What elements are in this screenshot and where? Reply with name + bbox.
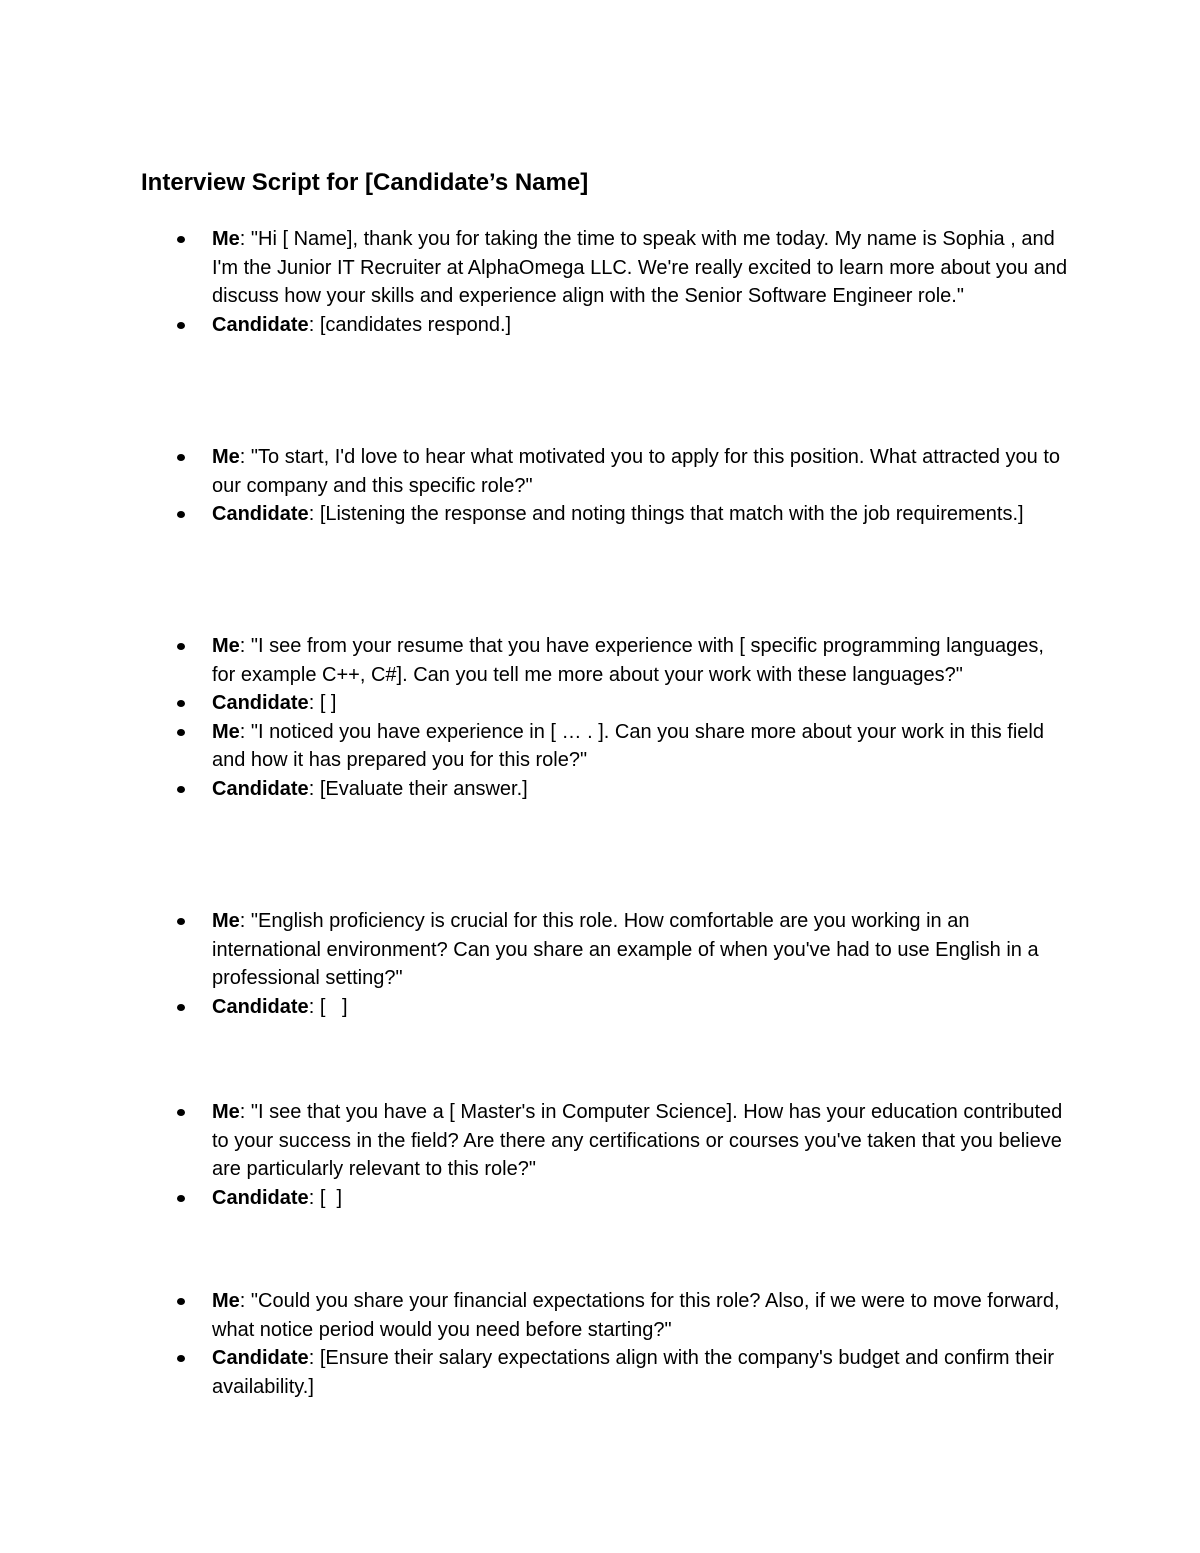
separator: : — [308, 1186, 320, 1209]
exchange-expectations — [0, 1287, 1200, 1401]
list-item — [0, 718, 1072, 775]
bullet-icon — [177, 918, 185, 925]
exchange-education — [0, 1098, 1200, 1212]
list-item — [0, 500, 1072, 529]
item-text: "I see that you have a [ Master's in Computer Science]. How has your education contributed to your success in the field? Are there any certifications or courses you've taken that you believe are particularly relevant to this role?" — [212, 1101, 1063, 1181]
list-item — [0, 225, 1072, 311]
separator: : — [239, 720, 251, 743]
list-item — [0, 907, 1072, 993]
item-text: [Listening the response and noting things that match with the job requirements.] — [319, 503, 1024, 526]
separator: : — [239, 910, 251, 932]
speaker-label: Me — [212, 446, 240, 468]
bullet-icon — [177, 1298, 185, 1305]
item-text: "I noticed you have experience in [ … . ]. Can you share more about your work in this field and how it has prepared you for this role?" — [212, 720, 1044, 772]
separator: : — [239, 446, 251, 468]
bullet-icon — [177, 454, 185, 461]
list-item — [0, 775, 1072, 804]
list-item — [0, 632, 1072, 689]
item-text: "To start, I'd love to hear what motivated you to apply for this position. What attracted you to our company and this specific role?" — [212, 446, 1061, 497]
bullet-icon — [177, 729, 185, 736]
item-text: [Ensure their salary expectations align with the company's budget and confirm their availability.] — [212, 1347, 1055, 1398]
separator: : — [308, 777, 320, 800]
exchange-english — [0, 907, 1200, 1021]
list-item — [0, 1287, 1072, 1344]
bullet-icon — [177, 786, 185, 793]
separator: : — [239, 228, 251, 250]
item-text: [candidates respond.] — [319, 313, 512, 336]
list-item — [0, 443, 1072, 500]
item-text: "Hi [ Name], thank you for taking the time to speak with me today. My name is Sophia , and I'm the Junior IT Recruiter at AlphaOmega LLC. We're really excited to learn more about you and discuss how your skills and experience align with the Senior Software Engineer role." — [212, 228, 1068, 308]
list-item — [0, 689, 1072, 718]
item-text: "I see from your resume that you have experience with [ specific programming languages, for example C++, C#]. Can you tell me more about your work with these languages?" — [212, 635, 1044, 686]
speaker-label: Me — [212, 720, 240, 743]
item-text: "Could you share your financial expectations for this role? Also, if we were to move forward, what notice period would you need before starting?" — [212, 1290, 1060, 1341]
separator: : — [308, 995, 320, 1018]
speaker-label: Candidate — [212, 1186, 309, 1209]
item-text: [ ] — [319, 692, 337, 715]
item-text: [ ] — [319, 995, 348, 1018]
list-item — [0, 311, 1072, 340]
bullet-icon — [177, 236, 185, 243]
speaker-label: Me — [212, 910, 240, 932]
speaker-label: Candidate — [212, 995, 309, 1018]
bullet-icon — [177, 1004, 185, 1011]
separator: : — [239, 635, 251, 657]
list-item — [0, 1184, 1072, 1213]
bullet-icon — [177, 700, 185, 707]
bullet-icon — [177, 511, 185, 518]
document-title: Interview Script for [Candidate’s Name] — [141, 169, 589, 196]
list-item — [0, 1344, 1072, 1401]
bullet-icon — [177, 1195, 185, 1202]
separator: : — [308, 1347, 320, 1370]
bullet-icon — [177, 643, 185, 650]
speaker-label: Candidate — [212, 313, 309, 336]
separator: : — [308, 503, 320, 526]
bullet-icon — [177, 1109, 185, 1116]
bullet-icon — [177, 1355, 185, 1362]
separator: : — [239, 1290, 251, 1312]
speaker-label: Candidate — [212, 503, 309, 526]
speaker-label: Me — [212, 635, 240, 657]
separator: : — [308, 313, 320, 336]
item-text: "English proficiency is crucial for this role. How comfortable are you working in an international environment? Can you share an example of when you've had to use English in a professional setting?" — [212, 910, 1039, 990]
list-item — [0, 1098, 1072, 1184]
speaker-label: Me — [212, 1101, 240, 1123]
item-text: [Evaluate their answer.] — [319, 777, 528, 800]
speaker-label: Candidate — [212, 777, 309, 800]
speaker-label: Me — [212, 228, 240, 250]
speaker-label: Candidate — [212, 1347, 309, 1370]
speaker-label: Candidate — [212, 692, 309, 715]
list-item — [0, 993, 1072, 1022]
separator: : — [308, 692, 320, 715]
exchange-experience — [0, 632, 1200, 804]
bullet-icon — [177, 322, 185, 329]
exchange-intro — [0, 225, 1200, 339]
exchange-motivation — [0, 443, 1200, 529]
speaker-label: Me — [212, 1290, 240, 1312]
separator: : — [239, 1101, 251, 1123]
item-text: [ ] — [319, 1186, 343, 1209]
